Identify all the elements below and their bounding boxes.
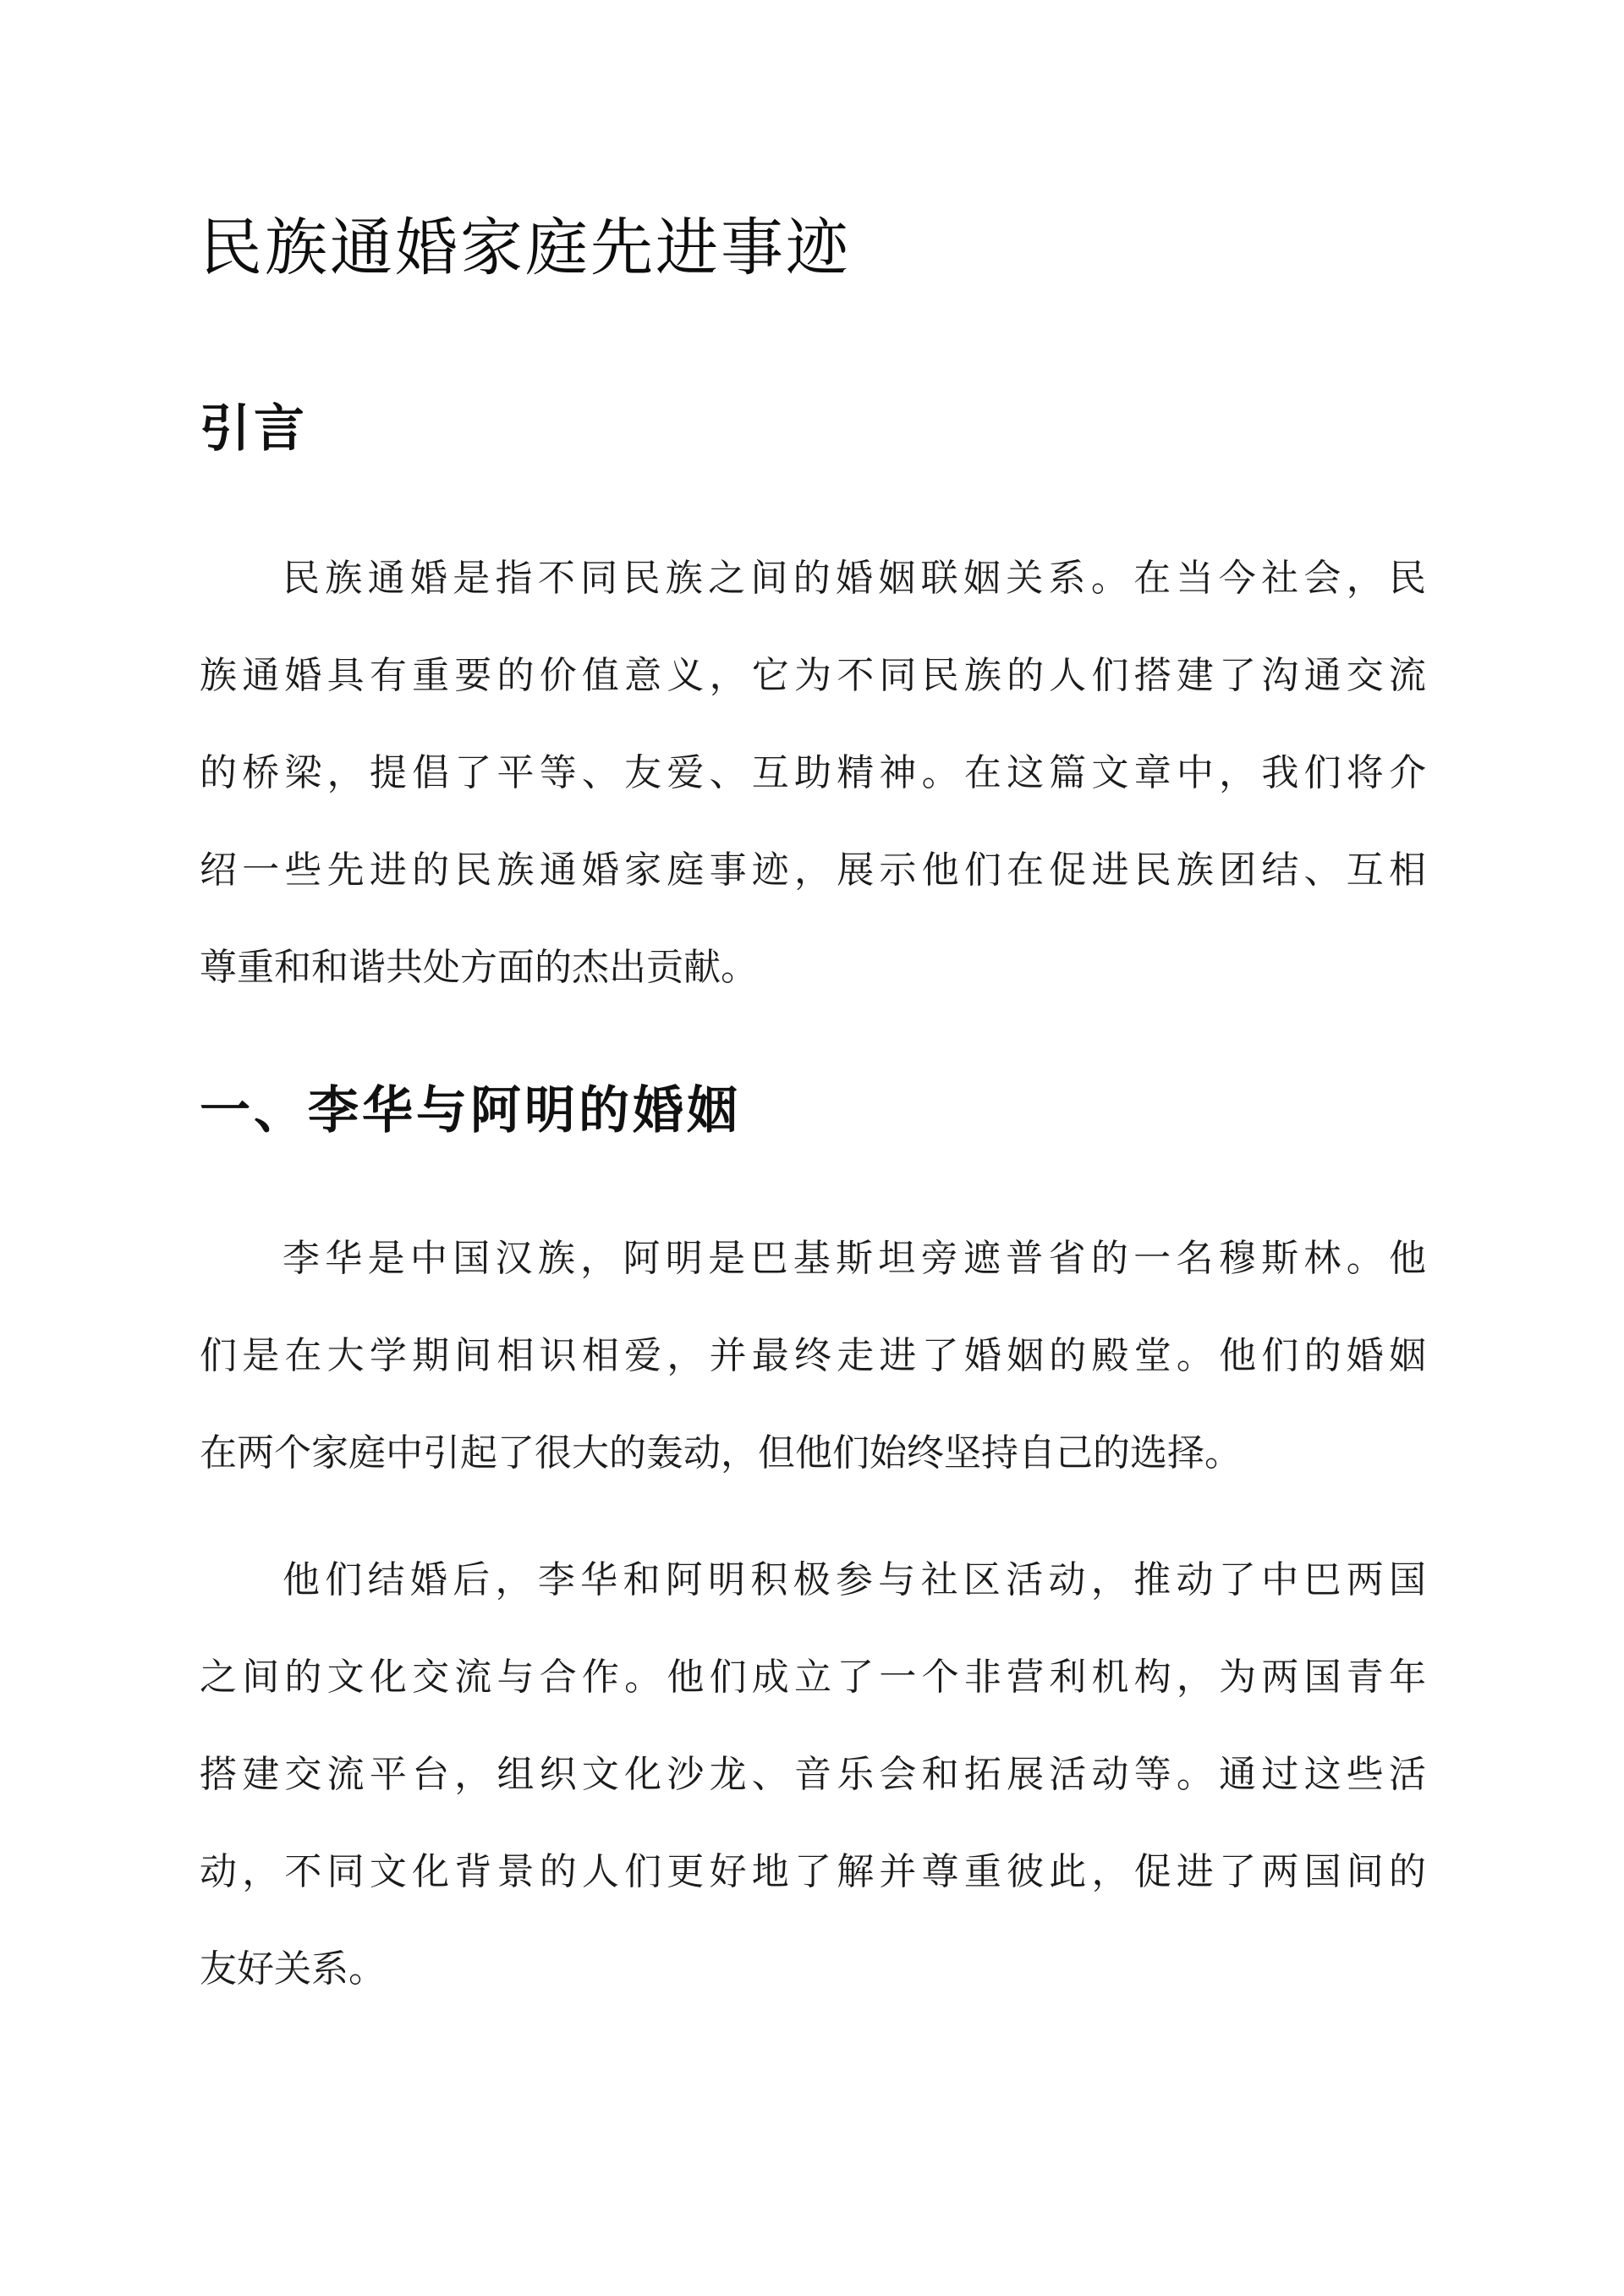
section-heading-introduction: 引言 [200, 399, 308, 459]
paragraph-line: 友好关系。 [200, 1947, 386, 1991]
paragraph-line: 之间的文化交流与合作。他们成立了一个非营利机构，为两国青年 [200, 1656, 1426, 1699]
li-hua-paragraph-1 [200, 1210, 1426, 1502]
paragraph-line: 族通婚具有重要的价值意义，它为不同民族的人们搭建了沟通交流 [200, 654, 1426, 697]
paragraph-line: 搭建交流平台，组织文化沙龙、音乐会和拓展活动等。通过这些活 [200, 1753, 1426, 1796]
paragraph-line: 动，不同文化背景的人们更好地了解并尊重彼此，促进了两国间的 [200, 1850, 1426, 1893]
paragraph-line: 李华是中国汉族，阿明是巴基斯坦旁遮普省的一名穆斯林。他 [283, 1237, 1426, 1280]
paragraph-line: 的桥梁，提倡了平等、友爱、互助精神。在这篇文章中，我们将介 [200, 751, 1426, 794]
paragraph-line: 尊重和和谐共处方面的杰出贡献。 [200, 946, 758, 989]
li-hua-paragraph-2 [200, 1531, 1426, 2018]
paragraph-line: 绍一些先进的民族通婚家庭事迹，展示他们在促进民族团结、互相 [200, 849, 1426, 892]
paragraph-line: 在两个家庭中引起了很大的轰动，但他们始终坚持自己的选择。 [200, 1431, 1242, 1475]
paragraph-line: 们是在大学期间相识相爱，并最终走进了婚姻的殿堂。他们的婚姻 [200, 1334, 1426, 1377]
paragraph-line: 民族通婚是指不同民族之间的婚姻联姻关系。在当今社会，民 [283, 557, 1426, 600]
paragraph-line: 他们结婚后，李华和阿明积极参与社区活动，推动了中巴两国 [283, 1558, 1426, 1601]
section-heading-li-hua-and-a-ming: 一、李华与阿明的婚姻 [200, 1081, 741, 1140]
introduction-paragraph [200, 530, 1426, 1016]
document-title: 民族通婚家庭先进事迹 [200, 211, 851, 284]
